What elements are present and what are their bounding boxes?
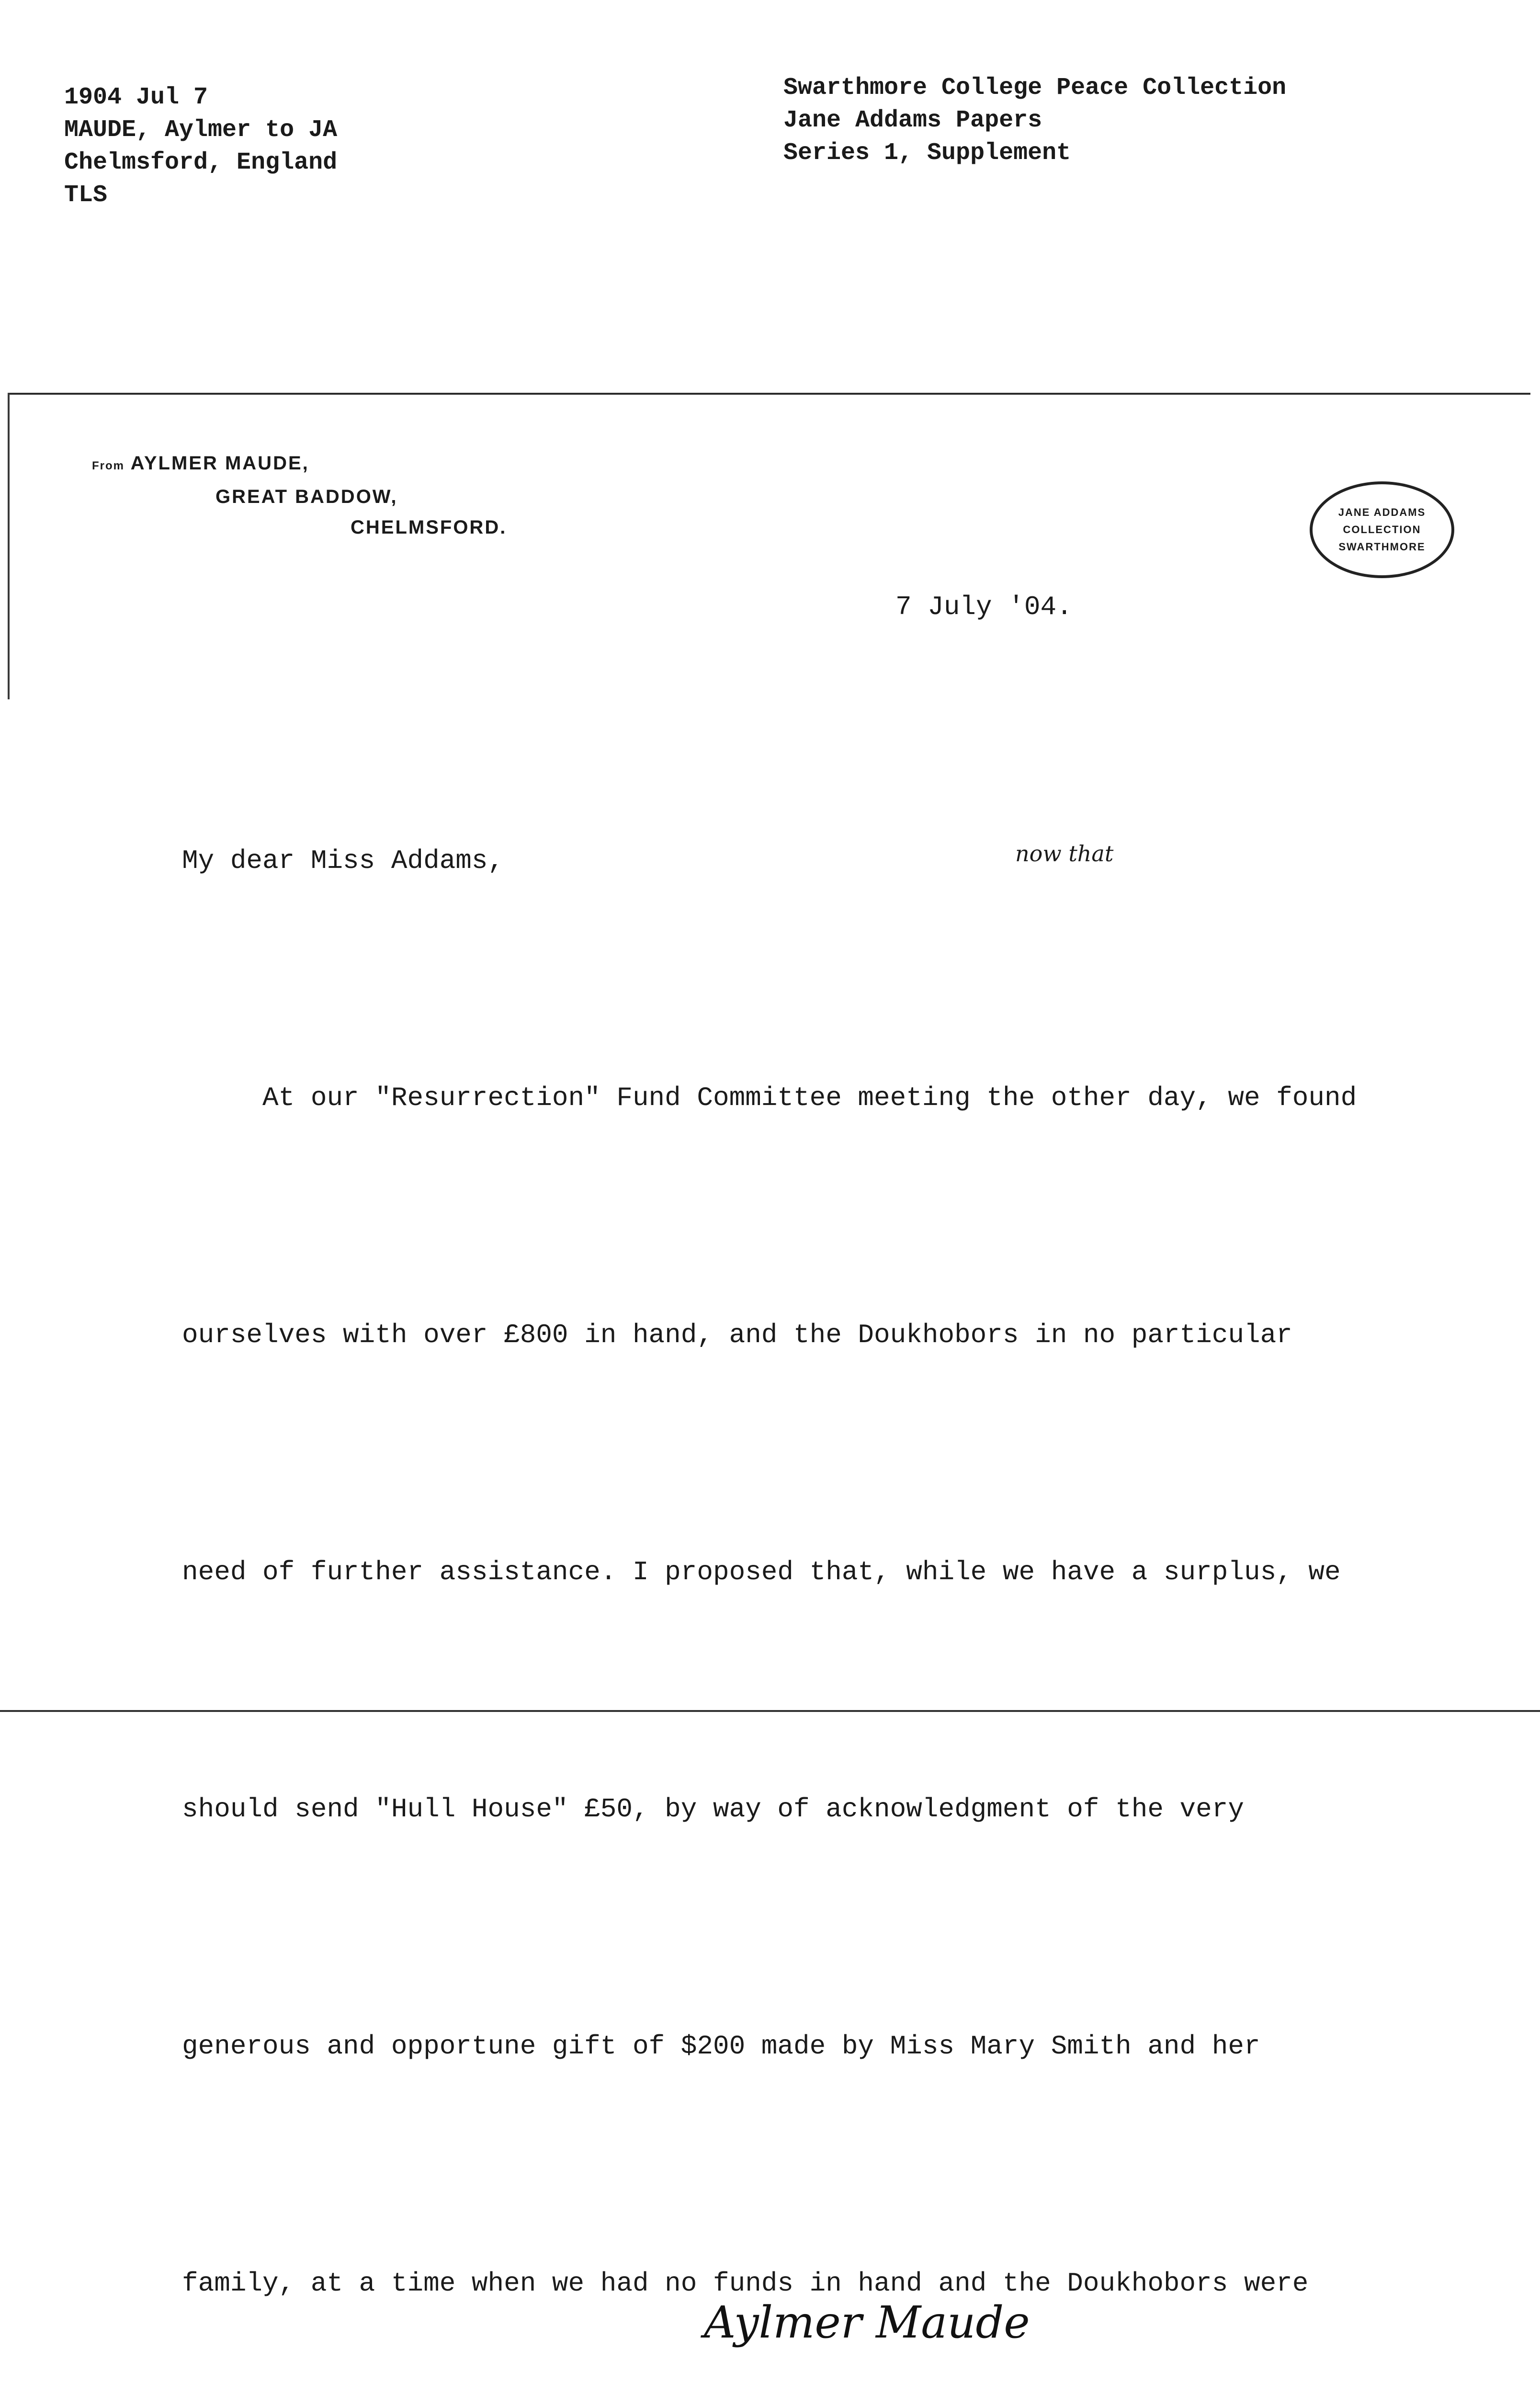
body-line: generous and opportune gift of $200 made by Miss Mary Smith and her [182, 2031, 1260, 2062]
handwritten-insert: now that [1015, 841, 1114, 867]
letter-body [182, 663, 1504, 2395]
series-name: Series 1, Supplement [783, 139, 1071, 167]
letterhead [92, 448, 507, 543]
catalog-format: TLS [64, 182, 108, 209]
sheet-left-edge [8, 393, 10, 699]
body-line: need of further assistance. I proposed that, while we have a surplus, we [182, 1557, 1341, 1587]
collection-name: Swarthmore College Peace Collection [783, 74, 1287, 102]
catalog-info-right [783, 72, 1286, 170]
sheet-top-edge [8, 393, 1530, 395]
stamp-line-2: COLLECTION [1343, 524, 1421, 536]
catalog-correspondents: MAUDE, Aylmer to JA [64, 116, 338, 144]
catalog-date: 1904 Jul 7 [64, 84, 208, 111]
stamp-line-3: SWARTHMORE [1338, 541, 1426, 553]
letterhead-line-2: GREAT BADDOW, [215, 486, 398, 507]
body-line: family, at a time when we had no funds in hand and the Doukhobors were [182, 2268, 1309, 2299]
scan-seam-line [0, 1710, 1540, 1712]
body-line: should send "Hull House" £50, by way of acknowledgment of the very [182, 1794, 1244, 1825]
body-line: At our "Resurrection" Fund Committee meeting the other day, we found [182, 1083, 1357, 1113]
collection-stamp [1310, 481, 1454, 578]
signature: Aylmer Maude [704, 2297, 1030, 2348]
letter-date: 7 July '04. [895, 592, 1073, 622]
salutation: My dear Miss Addams, [182, 845, 504, 876]
catalog-place: Chelmsford, England [64, 149, 338, 176]
stamp-line-1: JANE ADDAMS [1338, 506, 1426, 518]
papers-name: Jane Addams Papers [783, 107, 1042, 134]
catalog-info-left [64, 81, 337, 212]
body-line: ourselves with over £800 in hand, and the Doukhobors in no particular [182, 1320, 1292, 1350]
letterhead-from: From [92, 459, 125, 472]
letterhead-line-3: CHELMSFORD. [351, 517, 507, 538]
letterhead-name: AYLMER MAUDE, [130, 453, 309, 474]
